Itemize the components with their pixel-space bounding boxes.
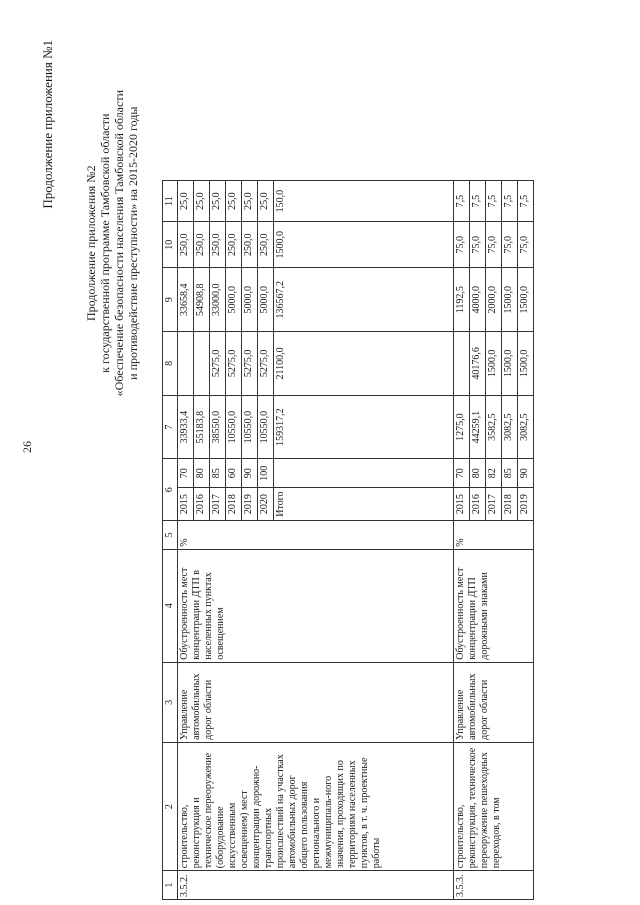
other-cell: 25,0 xyxy=(210,181,226,222)
federal-cell: 40176,6 xyxy=(470,332,486,396)
regional-cell: 4000,0 xyxy=(470,268,486,332)
local-cell: 75,0 xyxy=(486,222,502,268)
federal-cell xyxy=(178,332,194,396)
continuation-label: Продолжение приложения №1 xyxy=(40,40,55,209)
total-cell: 159317,2 xyxy=(274,395,454,459)
header-line-4: и противодействие преступности» на 2015-2020 годы xyxy=(126,106,140,380)
other-cell: 7,5 xyxy=(502,181,518,222)
item-name xyxy=(454,742,534,870)
federal-cell xyxy=(194,332,210,396)
item-name-text: строительство, реконструкция и техническое переоружение (оборудование искусственным освещением) мест концентрации дорожно-транспортных происшествий на участках автомобильных дорог общего пользования регионального и межмуниципаль-ного значения, проходящих по территориям населенных пунктов, в т. ч. проектные работы xyxy=(179,752,382,869)
other-cell: 7,5 xyxy=(454,181,470,222)
local-cell: 75,0 xyxy=(454,222,470,268)
regional-cell: 54908,8 xyxy=(194,268,210,332)
column-header: 2 xyxy=(163,742,178,870)
total-cell: 3582,5 xyxy=(486,395,502,459)
item-name-text: строительство, реконструкция, техническое переоружение пешеходных переходов, в том xyxy=(455,747,502,869)
header-line-2: к государственной программе Тамбовской области xyxy=(98,113,112,373)
target-cell: 85 xyxy=(210,459,226,488)
regional-cell: 2000,0 xyxy=(486,268,502,332)
year-cell: Итого xyxy=(274,488,454,521)
target-cell: 80 xyxy=(194,459,210,488)
total-cell: 3082,5 xyxy=(518,395,534,459)
year-cell: 2020 xyxy=(258,488,274,521)
federal-cell: 5275,0 xyxy=(258,332,274,396)
target-cell: 90 xyxy=(242,459,258,488)
target-cell: 85 xyxy=(502,459,518,488)
regional-cell: 33000,0 xyxy=(210,268,226,332)
regional-cell: 1500,0 xyxy=(518,268,534,332)
table-row xyxy=(178,181,194,900)
table-row xyxy=(454,181,470,900)
year-cell: 2015 xyxy=(178,488,194,521)
target-cell: 70 xyxy=(178,459,194,488)
local-cell: 250,0 xyxy=(226,222,242,268)
total-cell: 3082,5 xyxy=(502,395,518,459)
regional-cell: 5000,0 xyxy=(258,268,274,332)
local-cell: 250,0 xyxy=(210,222,226,268)
column-header: 9 xyxy=(163,268,178,332)
federal-cell: 21100,0 xyxy=(274,332,454,396)
other-cell: 7,5 xyxy=(518,181,534,222)
year-cell: 2016 xyxy=(470,488,486,521)
target-cell: 82 xyxy=(486,459,502,488)
regional-cell: 5000,0 xyxy=(226,268,242,332)
target-cell: 60 xyxy=(226,459,242,488)
federal-cell xyxy=(454,332,470,396)
target-cell: 80 xyxy=(470,459,486,488)
column-header: 7 xyxy=(163,395,178,459)
regional-cell: 1500,0 xyxy=(502,268,518,332)
item-indicator: Обустроенность мест концентрации ДТП в населенных пунктах освещением xyxy=(178,549,454,662)
item-unit: % xyxy=(178,521,454,550)
federal-cell: 1500,0 xyxy=(502,332,518,396)
federal-cell: 5275,0 xyxy=(226,332,242,396)
regional-cell: 5000,0 xyxy=(242,268,258,332)
other-cell: 25,0 xyxy=(258,181,274,222)
total-cell: 10550,0 xyxy=(242,395,258,459)
year-cell: 2017 xyxy=(486,488,502,521)
total-cell: 10550,0 xyxy=(258,395,274,459)
other-cell: 25,0 xyxy=(242,181,258,222)
local-cell: 250,0 xyxy=(178,222,194,268)
total-cell: 55183,8 xyxy=(194,395,210,459)
column-header: 4 xyxy=(163,549,178,662)
year-cell: 2017 xyxy=(210,488,226,521)
other-cell: 25,0 xyxy=(194,181,210,222)
regional-cell: 136567,2 xyxy=(274,268,454,332)
other-cell: 150,0 xyxy=(274,181,454,222)
column-header: 6 xyxy=(163,459,178,521)
other-cell: 7,5 xyxy=(470,181,486,222)
page-number: 26 xyxy=(20,441,34,453)
column-header: 3 xyxy=(163,662,178,742)
item-executor: Управление автомобильных дорог области xyxy=(178,662,454,742)
target-cell: 90 xyxy=(518,459,534,488)
total-cell: 33933,4 xyxy=(178,395,194,459)
column-header: 1 xyxy=(163,871,178,900)
local-cell: 1500,0 xyxy=(274,222,454,268)
local-cell: 250,0 xyxy=(194,222,210,268)
total-cell: 10550,0 xyxy=(226,395,242,459)
year-cell: 2015 xyxy=(454,488,470,521)
program-table xyxy=(162,180,534,900)
federal-cell: 1500,0 xyxy=(518,332,534,396)
local-cell: 250,0 xyxy=(242,222,258,268)
total-cell: 1275,0 xyxy=(454,395,470,459)
federal-cell: 5275,0 xyxy=(242,332,258,396)
year-cell: 2018 xyxy=(226,488,242,521)
regional-cell: 33658,4 xyxy=(178,268,194,332)
other-cell: 7,5 xyxy=(486,181,502,222)
total-cell: 44259,1 xyxy=(470,395,486,459)
target-cell: 100 xyxy=(258,459,274,488)
other-cell: 25,0 xyxy=(226,181,242,222)
header-line-3: «Обеспечение безопасности населения Тамбовской области xyxy=(112,90,126,397)
year-cell: 2019 xyxy=(242,488,258,521)
local-cell: 75,0 xyxy=(502,222,518,268)
item-name xyxy=(178,742,454,870)
column-header: 10 xyxy=(163,222,178,268)
item-number: 3.5.2. xyxy=(178,871,454,900)
local-cell: 75,0 xyxy=(518,222,534,268)
column-header: 8 xyxy=(163,332,178,396)
local-cell: 75,0 xyxy=(470,222,486,268)
item-number: 3.5.3. xyxy=(454,871,534,900)
item-indicator: Обустроенность мест концентрации ДТП дорожными знаками xyxy=(454,549,534,662)
year-cell: 2016 xyxy=(194,488,210,521)
target-cell xyxy=(274,459,454,488)
federal-cell: 5275,0 xyxy=(210,332,226,396)
column-header: 5 xyxy=(163,521,178,550)
header-line-1: Продолжение приложения №2 xyxy=(84,165,98,322)
federal-cell: 1500,0 xyxy=(486,332,502,396)
total-cell: 38550,0 xyxy=(210,395,226,459)
column-header: 11 xyxy=(163,181,178,222)
year-cell: 2018 xyxy=(502,488,518,521)
regional-cell: 1192,5 xyxy=(454,268,470,332)
appendix-header xyxy=(84,90,140,396)
year-cell: 2019 xyxy=(518,488,534,521)
other-cell: 25,0 xyxy=(178,181,194,222)
local-cell: 250,0 xyxy=(258,222,274,268)
target-cell: 70 xyxy=(454,459,470,488)
item-executor: Управление автомобильных дорог области xyxy=(454,662,534,742)
column-number-row xyxy=(163,181,178,900)
item-unit: % xyxy=(454,521,534,550)
